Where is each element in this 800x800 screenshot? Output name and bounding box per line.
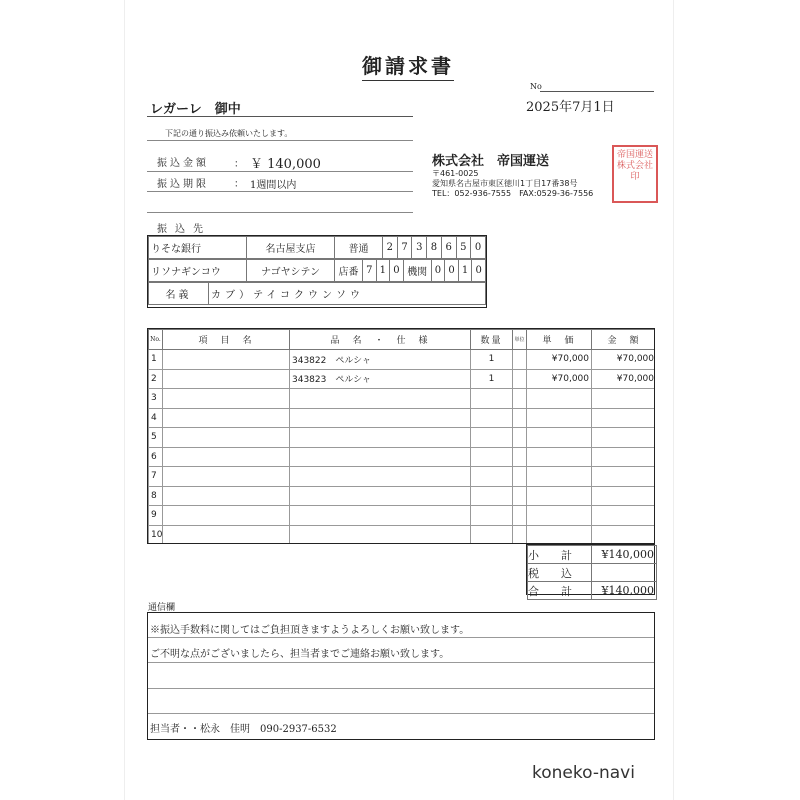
product-spec <box>290 428 471 448</box>
product-spec <box>290 486 471 506</box>
product-spec: 343823 ペルシャ <box>290 369 471 389</box>
tax-label: 税 込 <box>528 564 592 582</box>
unit-price <box>527 486 592 506</box>
amount: ¥70,000 <box>592 369 656 389</box>
colon: ： <box>234 179 244 190</box>
comm-rule <box>148 637 654 638</box>
totals-box <box>526 544 655 598</box>
account-digit: 2 <box>383 237 398 259</box>
row-number: 7 <box>149 467 163 487</box>
subtotal-row <box>528 546 657 564</box>
item-name <box>163 428 290 448</box>
quantity <box>471 525 513 544</box>
inst-digit: 0 <box>445 260 459 282</box>
row-number: 5 <box>149 428 163 448</box>
header-amount: 金 額 <box>592 330 656 350</box>
issuer-company: 株式会社 帝国運送 <box>432 154 550 169</box>
quantity: 1 <box>471 369 513 389</box>
product-spec <box>290 408 471 428</box>
communication-label: 通信欄 <box>148 603 176 613</box>
branch-no-label: 店番 <box>335 260 363 282</box>
subtotal-label: 小 計 <box>528 546 592 564</box>
table-row <box>149 525 656 544</box>
product-spec <box>290 467 471 487</box>
quantity <box>471 428 513 448</box>
total-label: 合 計 <box>528 582 592 600</box>
contact-person: 担当者・・松永 佳明 090-2937-6532 <box>150 724 337 735</box>
tax-row <box>528 564 657 582</box>
recipient-name: レガーレ 御中 <box>150 102 241 117</box>
communication-line-2: ご不明な点がございましたら、担当者までご連絡お願い致します。 <box>150 649 450 660</box>
transfer-amount-label: 振込金額 <box>157 158 209 169</box>
unit-price <box>527 408 592 428</box>
colon: ： <box>234 159 244 170</box>
item-name <box>163 486 290 506</box>
account-digit: 5 <box>456 237 471 259</box>
recipient-underline <box>147 116 413 117</box>
quantity <box>471 467 513 487</box>
row-number: 2 <box>149 369 163 389</box>
invoice-title: 御請求書 <box>362 50 454 81</box>
transfer-amount-value: ￥ 140,000 <box>250 157 321 172</box>
issuer-postal: 〒461-0025 <box>432 169 479 178</box>
quantity <box>471 447 513 467</box>
unit-price: ¥70,000 <box>527 350 592 370</box>
table-row <box>149 389 656 409</box>
table-row <box>149 447 656 467</box>
bank-row-2 <box>149 260 486 282</box>
invoice-date: 2025年7月1日 <box>526 100 615 115</box>
bank-kana: リソナギンコウ <box>149 260 247 282</box>
unit-price <box>527 447 592 467</box>
account-digit: 7 <box>397 237 412 259</box>
amount <box>592 389 656 409</box>
header-qty: 数量 <box>471 330 513 350</box>
quantity <box>471 486 513 506</box>
items-table <box>148 329 655 544</box>
items-body <box>149 350 656 545</box>
bank-table-2 <box>148 259 486 282</box>
total-row <box>528 582 657 600</box>
table-row <box>149 467 656 487</box>
transfer-deadline-value: 1週間以内 <box>250 180 297 191</box>
comm-rule <box>148 713 654 714</box>
table-row <box>149 486 656 506</box>
items-box <box>147 328 655 544</box>
amount <box>592 486 656 506</box>
item-name <box>163 467 290 487</box>
item-name <box>163 525 290 544</box>
header-item: 項 目 名 <box>163 330 290 350</box>
quantity <box>471 506 513 526</box>
table-row <box>149 428 656 448</box>
account-digit: 3 <box>412 237 427 259</box>
amount <box>592 428 656 448</box>
invoice-number-label: No <box>530 82 542 91</box>
unit-price <box>527 506 592 526</box>
invoice-number-line <box>540 91 654 92</box>
amount <box>592 447 656 467</box>
unit <box>513 447 527 467</box>
inst-digit: 0 <box>431 260 445 282</box>
item-name <box>163 506 290 526</box>
amount <box>592 467 656 487</box>
transfer-note: 下記の通り振込み依頼いたします。 <box>165 129 293 138</box>
quantity <box>471 389 513 409</box>
row-number: 3 <box>149 389 163 409</box>
issuer-address: 愛知県名古屋市東区徳川1丁目17番38号 <box>432 179 578 188</box>
product-spec: 343822 ペルシャ <box>290 350 471 370</box>
quantity <box>471 408 513 428</box>
account-digit: 6 <box>441 237 456 259</box>
item-name <box>163 369 290 389</box>
transfer-dest-label: 振込先 <box>157 224 211 235</box>
holder-name: カブ）テイコクウンソウ <box>209 283 486 305</box>
item-name <box>163 408 290 428</box>
header-product: 品 名 ・ 仕 様 <box>290 330 471 350</box>
product-spec <box>290 506 471 526</box>
divider <box>147 140 413 141</box>
inst-label: 機関 <box>403 260 431 282</box>
unit <box>513 467 527 487</box>
comm-rule <box>148 662 654 663</box>
quantity: 1 <box>471 350 513 370</box>
item-name <box>163 389 290 409</box>
bank-row-1 <box>149 237 486 259</box>
bank-table <box>148 236 486 259</box>
branch-kana: ナゴヤシテン <box>247 260 335 282</box>
item-name <box>163 447 290 467</box>
items-header-row <box>149 330 656 350</box>
total-value: ¥140,000 <box>592 582 657 600</box>
unit-price <box>527 467 592 487</box>
product-spec <box>290 447 471 467</box>
divider <box>147 171 413 172</box>
totals-table <box>527 545 657 600</box>
table-row <box>149 506 656 526</box>
unit-price <box>527 428 592 448</box>
row-number: 4 <box>149 408 163 428</box>
unit <box>513 350 527 370</box>
table-row <box>149 369 656 389</box>
amount <box>592 506 656 526</box>
header-no: No. <box>149 330 163 350</box>
comm-rule <box>148 688 654 689</box>
row-number: 8 <box>149 486 163 506</box>
communication-line-1: ※振込手数料に関してはご負担頂きますようよろしくお願い致します。 <box>150 625 470 636</box>
unit <box>513 506 527 526</box>
header-unit: 単位 <box>513 330 527 350</box>
unit <box>513 428 527 448</box>
unit-price <box>527 389 592 409</box>
table-row <box>149 350 656 370</box>
branch-no-digit: 1 <box>376 260 390 282</box>
divider <box>147 191 413 192</box>
unit <box>513 525 527 544</box>
row-number: 6 <box>149 447 163 467</box>
issuer-phone: TEL：052-936-7555 FAX:0529-36-7556 <box>432 189 594 198</box>
company-seal: 帝国運送株式会社印 <box>612 145 658 203</box>
unit <box>513 486 527 506</box>
bank-table-3 <box>148 282 486 305</box>
account-digit: 8 <box>427 237 442 259</box>
amount <box>592 525 656 544</box>
unit <box>513 369 527 389</box>
row-number: 10 <box>149 525 163 544</box>
account-digit: 0 <box>471 237 486 259</box>
branch-no-digit: 0 <box>390 260 404 282</box>
bank-box <box>147 235 487 308</box>
table-row <box>149 408 656 428</box>
unit <box>513 389 527 409</box>
holder-label: 名義 <box>149 283 209 305</box>
row-number: 1 <box>149 350 163 370</box>
unit <box>513 408 527 428</box>
inst-digit: 1 <box>458 260 472 282</box>
inst-digit: 0 <box>472 260 486 282</box>
product-spec <box>290 389 471 409</box>
transfer-deadline-label: 振込期限 <box>157 179 209 190</box>
account-type: 普通 <box>335 237 383 259</box>
branch-no-digit: 7 <box>363 260 377 282</box>
unit-price <box>527 525 592 544</box>
watermark: koneko-navi <box>532 763 635 783</box>
product-spec <box>290 525 471 544</box>
divider <box>147 212 413 213</box>
bank-row-3 <box>149 283 486 305</box>
item-name <box>163 350 290 370</box>
bank-name: りそな銀行 <box>149 237 247 259</box>
branch-name: 名古屋支店 <box>247 237 335 259</box>
tax-value <box>592 564 657 582</box>
row-number: 9 <box>149 506 163 526</box>
unit-price: ¥70,000 <box>527 369 592 389</box>
amount: ¥70,000 <box>592 350 656 370</box>
amount <box>592 408 656 428</box>
header-price: 単 価 <box>527 330 592 350</box>
subtotal-value: ¥140,000 <box>592 546 657 564</box>
